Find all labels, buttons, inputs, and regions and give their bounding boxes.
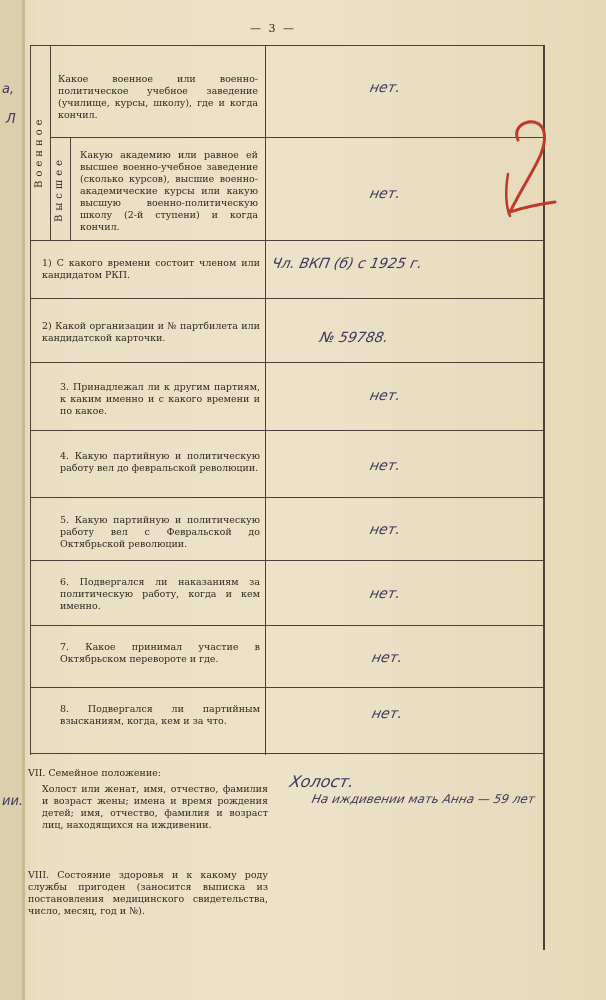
left-page-edge <box>0 0 23 1000</box>
rule-middle <box>265 45 266 755</box>
rule-military-label <box>50 45 51 240</box>
rule-h6 <box>30 497 544 498</box>
answer-party-2: № 59788. <box>318 330 390 346</box>
page-number: — 3 — <box>250 22 296 35</box>
answer-party-4: нет. <box>368 458 403 474</box>
question-academy: Какую академию или равное ей высшее военно-учебное заведение (сколько курсов), высшие военно-академические курсы или какую высшую военно-политическую школу (2-й ступени) и когда кончил. <box>80 150 258 233</box>
question-party-2: 2) Какой организации и № партбилета или кандидатской карточки. <box>42 321 260 344</box>
question-military-school: Какое военное или военно-политическое учебное заведение (училище, курсы, школу), где и когда кончил. <box>58 74 258 121</box>
margin-mark-3: ии. <box>2 794 24 809</box>
rule-left <box>30 45 31 755</box>
rule-h5 <box>30 430 544 431</box>
rule-h2 <box>30 240 544 241</box>
question-party-3: 3. Принадлежал ли к другим партиям, к каким именно и с какого времени и по какое. <box>60 382 260 417</box>
question-party-5: 5. Какую партийную и политическую работу вел с Февральской до Октябрьской революции. <box>60 515 260 550</box>
rule-h10 <box>30 753 544 754</box>
answer-academy: нет. <box>368 186 403 202</box>
answer-party-1: Чл. ВКП (б) с 1925 г. <box>270 256 424 272</box>
answer-family-status: Холост. <box>287 772 356 791</box>
rule-h7 <box>30 560 544 561</box>
answer-party-3: нет. <box>368 388 403 404</box>
question-health: VIII. Состояние здоровья и к какому роду службы пригоден (заносится выписка из постановления медицинского свидетельства, число, месяц, год и №). <box>28 870 268 917</box>
rule-h3 <box>30 298 544 299</box>
family-title: VII. Семейное положение: <box>28 768 161 779</box>
label-military: Военное <box>34 115 45 188</box>
answer-party-5: нет. <box>368 522 403 538</box>
page-fold <box>22 0 25 1000</box>
question-party-6: 6. Подвергался ли наказаниям за политическую работу, когда и кем именно. <box>60 577 260 612</box>
margin-mark-2: Л <box>6 112 16 127</box>
answer-family-dependents: На иждивении мать Анна — 59 лет <box>310 792 537 806</box>
answer-party-6: нет. <box>368 586 403 602</box>
rule-h1 <box>50 137 544 138</box>
rule-higher-label <box>70 137 71 240</box>
rule-top <box>30 45 544 46</box>
answer-party-7: нет. <box>370 650 405 666</box>
answer-party-8: нет. <box>370 706 405 722</box>
rule-h8 <box>30 625 544 626</box>
rule-h4 <box>30 362 544 363</box>
question-party-8: 8. Подвергался ли партийным взысканиям, когда, кем и за что. <box>60 704 260 727</box>
red-pencil-mark <box>500 112 560 222</box>
question-party-1: 1) С какого времени состоит членом или кандидатом РКП. <box>42 258 260 281</box>
label-higher: Высшее <box>54 155 65 222</box>
answer-military-school: нет. <box>368 80 403 96</box>
question-party-7: 7. Какое принимал участие в Октябрьском перевороте и где. <box>60 642 260 665</box>
question-family: Холост или женат, имя, отчество, фамилия и возраст жены; имена и время рождения детей; имя, отчество, фамилия и возраст лиц, находящихся на иждивении. <box>42 784 268 831</box>
question-party-4: 4. Какую партийную и политическую работу вел до февральской революции. <box>60 451 260 474</box>
rule-h9 <box>30 687 544 688</box>
margin-mark-1: а, <box>2 82 15 97</box>
